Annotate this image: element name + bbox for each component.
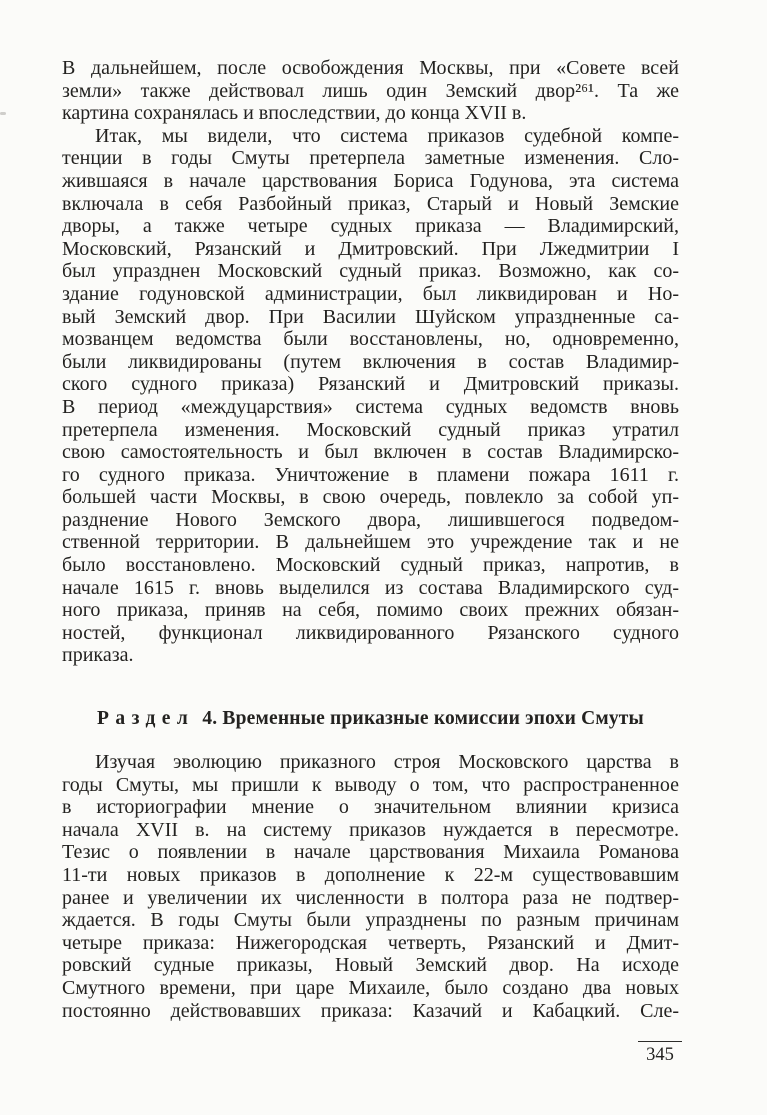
text-line: Изучая эволюцию приказного строя Московского царства в	[95, 751, 679, 774]
section-heading-number: 4.	[202, 708, 218, 730]
text-line: был упразднен Московский судный приказ. Возможно, как со-	[62, 260, 679, 283]
text-line: в историографии мнение о значительном влиянии кризиса	[62, 796, 679, 819]
paragraph-section4-intro	[62, 751, 679, 1022]
page-number: 345	[638, 1041, 682, 1066]
text-line: начала XVII в. на систему приказов нуждается в пересмотре.	[62, 818, 679, 841]
text-line: картина сохранялась и впоследствии, до конца XVII в.	[62, 102, 527, 125]
text-line: здание годуновской администрации, был ликвидирован и Но-	[62, 282, 679, 305]
text-line: приказа.	[62, 644, 134, 667]
text-line: четыре приказа: Нижегородская четверть, Рязанский и Дмит-	[62, 931, 679, 954]
text-line: дворы, а также четыре судных приказа — Владимирский,	[62, 215, 679, 238]
text-line: постоянно действовавших приказа: Казачий и Кабацкий. Сле-	[62, 999, 679, 1022]
text-line: мозванцем ведомства были восстановлены, но, одновременно,	[62, 328, 679, 351]
text-line: разднение Нового Земского двора, лишившегося подведом-	[62, 508, 679, 531]
text-line: были ликвидированы (путем включения в состав Владимир-	[62, 350, 679, 373]
text-line: ского судного приказа) Рязанский и Дмитровский приказы.	[62, 373, 679, 396]
text-line: 11-ти новых приказов в дополнение к 22-м существовавшим	[62, 864, 679, 886]
section-heading-label: Раздел	[97, 708, 195, 730]
text-line: го судного приказа. Уничтожение в пламени пожара 1611 г.	[62, 463, 679, 486]
text-line: большей части Москвы, в свою очередь, повлекло за собой уп-	[62, 486, 679, 509]
text-line: вый Земский двор. При Василии Шуйском упраздненные са-	[62, 305, 679, 328]
text-line: начале 1615 г. вновь выделился из состава Владимирского суд-	[62, 576, 679, 599]
text-line: свою самостоятельность и был включен в состав Владимирско-	[62, 441, 679, 464]
text-line: ровский судные приказы, Новый Земский двор. На исходе	[62, 954, 679, 977]
text-line: В период «междуцарствия» система судных ведомств вновь	[62, 395, 679, 418]
section-heading	[62, 707, 679, 730]
section-heading-title: Временные приказные комиссии эпохи Смуты	[222, 708, 644, 730]
text-line: Московский, Рязанский и Дмитровский. При Лжедмитрии I	[62, 237, 679, 260]
text-line: ного приказа, приняв на себя, помимо своих прежних обязан-	[62, 599, 679, 622]
text-line: земли» также действовал лишь один Земский двор²⁶¹. Та же	[62, 79, 679, 102]
text-line: включала в себя Разбойный приказ, Старый и Новый Земские	[62, 192, 679, 215]
scan-artifact-mark	[0, 112, 6, 115]
text-block	[62, 57, 679, 1022]
text-line: годы Смуты, мы пришли к выводу о том, что распространенное	[62, 773, 679, 796]
text-line: ранее и увеличении их численности в полтора раза не подтвер-	[62, 886, 679, 909]
paragraph-continuation	[62, 57, 679, 125]
text-line: ственной территории. В дальнейшем это учреждение так и не	[62, 531, 679, 554]
paragraph-prikaz-system	[62, 125, 679, 667]
text-line: В дальнейшем, после освобождения Москвы, при «Совете всей	[62, 57, 679, 79]
text-line: претерпела изменения. Московский судный приказ утратил	[62, 418, 679, 441]
text-line: было восстановлено. Московский судный приказ, напротив, в	[62, 554, 679, 577]
text-line: тенции в годы Смуты претерпела заметные изменения. Сло-	[62, 147, 679, 170]
text-line: жившаяся в начале царствования Бориса Годунова, эта система	[62, 169, 679, 192]
text-line: ностей, функционал ликвидированного Рязанского судного	[62, 621, 679, 644]
text-line: ждается. В годы Смуты были упразднены по разным причинам	[62, 909, 679, 932]
text-line: Смутного времени, при царе Михаиле, было создано два новых	[62, 976, 679, 999]
text-line: Тезис о появлении в начале царствования Михаила Романова	[62, 841, 679, 864]
text-line: Итак, мы видели, что система приказов судебной компе-	[95, 124, 679, 147]
